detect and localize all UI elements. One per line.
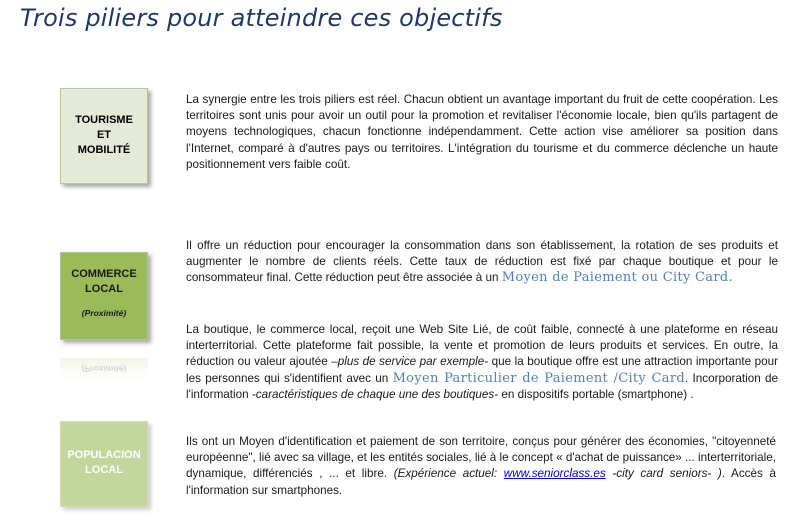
paragraph-boutique <box>186 322 778 403</box>
paragraph-text: en dispositifs portable (smartphone) . <box>498 387 694 401</box>
paragraph-text: La boutique, le commerce local, reçoit une Web Site Lié, de coût faible, connecté à une plateforme en réseau interterritorial. Cette plateforme fait possible, la vente et promotion de leurs produits et services. En outre, la réduction ou valeur ajoutée <box>186 323 778 369</box>
paragraph-italic: -city card seniors- ) <box>605 467 722 481</box>
page-title: Trois piliers pour atteindre ces objectifs <box>20 4 503 32</box>
pillar-label-line: MOBILITÉ <box>77 144 131 156</box>
pillar-tourisme-mobilite <box>60 88 148 184</box>
pillar-label-line: COMMERCE <box>71 268 137 280</box>
paragraph-text: Ils ont un Moyen d'identification et paiement de son territoire, conçus pour générer des économies, "citoyenneté européenne", lié avec sa village, et les entités sociales, lié à le concept « d'achat de puissance» ... interterritoriale, dynamique, différenciés , ... et libre. <box>186 435 776 481</box>
seniorclass-link[interactable]: www.seniorclass.es <box>503 467 606 481</box>
paragraph-reduction <box>186 238 778 287</box>
paragraph-text: Il offre un réduction pour encourager la consommation dans son établissement, la rotation de ses produits et augmenter le nombre de clients réels. Cette taux de réduction est fixé par chaque boutique et pour le consommateur final. Cette réduction peut être associée à un <box>186 239 778 285</box>
pillar-reflection: (Proximité) <box>60 358 148 380</box>
paragraph-text: . Accès à l'information sur smartphones. <box>186 467 776 497</box>
highlight-moyen-particulier: Moyen Particulier de Paiement /City Card <box>392 370 685 386</box>
paragraph-text: que la boutique offre est une attraction importante pour les personnes qui s'identifient avec un <box>186 355 778 385</box>
pillar-population-local <box>60 421 148 507</box>
highlight-city-card: Moyen de Paiement ou City Card. <box>501 270 733 286</box>
pillar-label-line: ET <box>96 129 112 141</box>
paragraph-italic: (Expérience actuel: <box>393 467 504 481</box>
paragraph-text: . Incorporation de l'information <box>186 371 778 401</box>
paragraph-italic: -caractéristiques de chaque une des boutiques- <box>251 387 499 401</box>
pillar-label-line: POPULACION <box>67 449 141 461</box>
paragraph-italic: –plus de service par exemple- <box>331 355 489 369</box>
paragraph-population <box>186 434 776 499</box>
pillar-label-line: LOCAL <box>85 283 123 295</box>
pillar-commerce-local <box>60 252 148 340</box>
paragraph-synergie <box>186 92 778 173</box>
pillar-label-line: TOURISME <box>75 114 133 126</box>
pillar-sublabel: (Proximité) <box>81 308 127 318</box>
paragraph-text: La synergie entre les trois piliers est réel. Chacun obtient un avantage important du fruit de cette coopération. Les territoires sont unis pour avoir un outil pour la promotion et revitaliser l'économie locale, bien qu'ils partagent de moyens technologiques, chacun fonctionne indépendamment. Cette action vise améliorer sa position dans l'Internet, comparé à d'autres pays ou territoires. L'intégration du tourisme et du commerce déclenche un haute positionnement vers faible coût. <box>186 93 778 171</box>
pillar-label-line: LOCAL <box>85 464 123 476</box>
